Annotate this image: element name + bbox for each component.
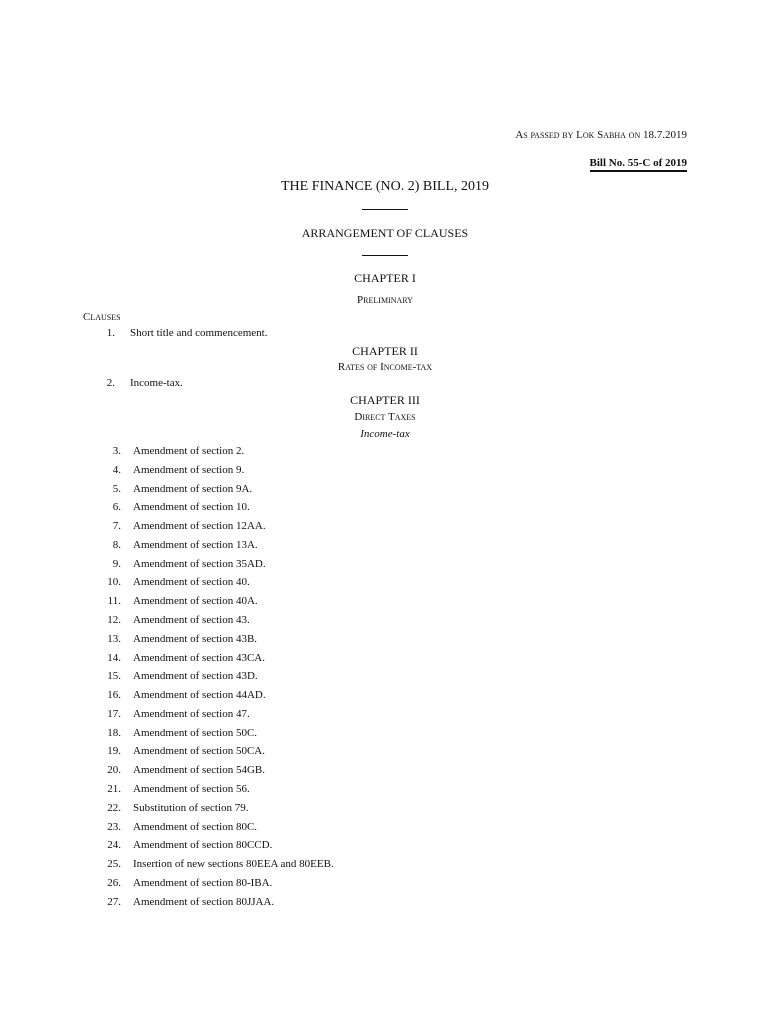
chapter-3-subheading: Direct Taxes <box>354 411 416 423</box>
clause-number: 16. <box>107 689 121 702</box>
chapter-3-subsection: Income-tax <box>360 428 410 440</box>
clause-title: Amendment of section 80JJAA. <box>133 895 275 908</box>
clause-title: Amendment of section 56. <box>133 783 250 796</box>
clause-number: 27. <box>107 895 121 908</box>
clause-title: Income-tax. <box>130 377 183 389</box>
bill-title: THE FINANCE (NO. 2) BILL, 2019 <box>280 179 490 194</box>
clause-number: 13. <box>107 632 121 645</box>
arrangement-divider <box>362 255 408 256</box>
clause-number: 24. <box>107 839 121 852</box>
clause-number: 21. <box>107 783 121 796</box>
clause-number: 19. <box>107 745 121 758</box>
clause-number: 3. <box>112 445 121 457</box>
chapter-2-subheading: Rates of Income-tax <box>337 361 433 373</box>
clause-title: Amendment of section 9. <box>133 463 245 476</box>
clause-title: Amendment of section 50C. <box>133 726 258 739</box>
passed-date: 18.7.2019 <box>643 129 687 141</box>
arrangement-heading: ARRANGEMENT OF CLAUSES <box>301 226 469 240</box>
clause-title: Amendment of section 44AD. <box>133 689 266 702</box>
chapter-2-heading: CHAPTER II <box>352 344 418 358</box>
clause-number: 15. <box>107 670 121 683</box>
clause-number: 25. <box>107 858 121 871</box>
clause-number: 6. <box>112 501 121 514</box>
clause-title: Insertion of new sections 80EEA and 80EEB. <box>133 858 334 871</box>
clause-number: 7. <box>112 520 121 533</box>
clause-number: 1. <box>106 327 115 339</box>
clause-number: 2. <box>106 377 115 389</box>
clause-title: Amendment of section 9A. <box>133 482 253 495</box>
chapter-3-heading: CHAPTER III <box>350 393 420 407</box>
chapter-1-heading: CHAPTER I <box>354 271 416 285</box>
clause-title: Amendment of section 10. <box>133 501 250 514</box>
bill-number: Bill No. 55-C of 2019 <box>590 157 687 172</box>
clause-number: 20. <box>107 764 121 777</box>
clause-title: Amendment of section 80CCD. <box>133 839 273 852</box>
clause-number: 12. <box>107 614 121 627</box>
clause-title: Amendment of section 80C. <box>133 820 258 833</box>
clause-title: Amendment of section 50CA. <box>133 745 265 758</box>
clause-title: Substitution of section 79. <box>133 801 249 814</box>
passed-prefix: As passed by Lok Sabha on <box>515 129 641 141</box>
clause-number: 10. <box>107 576 121 589</box>
clause-title: Amendment of section 80-IBA. <box>133 876 273 889</box>
clause-title: Amendment of section 40A. <box>133 595 258 608</box>
clause-number: 5. <box>112 482 121 495</box>
clause-number: 23. <box>107 820 121 833</box>
clause-number: 26. <box>107 876 121 889</box>
clause-title: Amendment of section 54GB. <box>133 764 265 777</box>
clause-number: 11. <box>107 595 121 608</box>
clause-number: 4. <box>112 463 121 476</box>
clause-title: Amendment of section 40. <box>133 576 250 589</box>
clause-title: Amendment of section 43. <box>133 614 250 627</box>
clause-number: 22. <box>107 801 121 814</box>
clause-number: 14. <box>107 651 121 664</box>
clause-title: Amendment of section 2. <box>133 445 245 457</box>
clause-title: Short title and commencement. <box>130 327 268 339</box>
clause-title: Amendment of section 47. <box>133 707 250 720</box>
clause-number: 18. <box>107 726 121 739</box>
clause-title: Amendment of section 43D. <box>133 670 258 683</box>
passed-note <box>515 129 687 141</box>
clause-title: Amendment of section 13A. <box>133 538 258 551</box>
clause-number: 8. <box>112 538 121 551</box>
clause-title: Amendment of section 43CA. <box>133 651 265 664</box>
title-divider <box>362 209 408 210</box>
clause-title: Amendment of section 35AD. <box>133 557 266 570</box>
chapter-1-subheading: Preliminary <box>357 294 413 306</box>
clause-number: 9. <box>112 557 121 570</box>
clause-number: 17. <box>107 707 121 720</box>
clauses-label: Clauses <box>83 311 121 323</box>
clause-title: Amendment of section 12AA. <box>133 520 266 533</box>
clause-title: Amendment of section 43B. <box>133 632 258 645</box>
